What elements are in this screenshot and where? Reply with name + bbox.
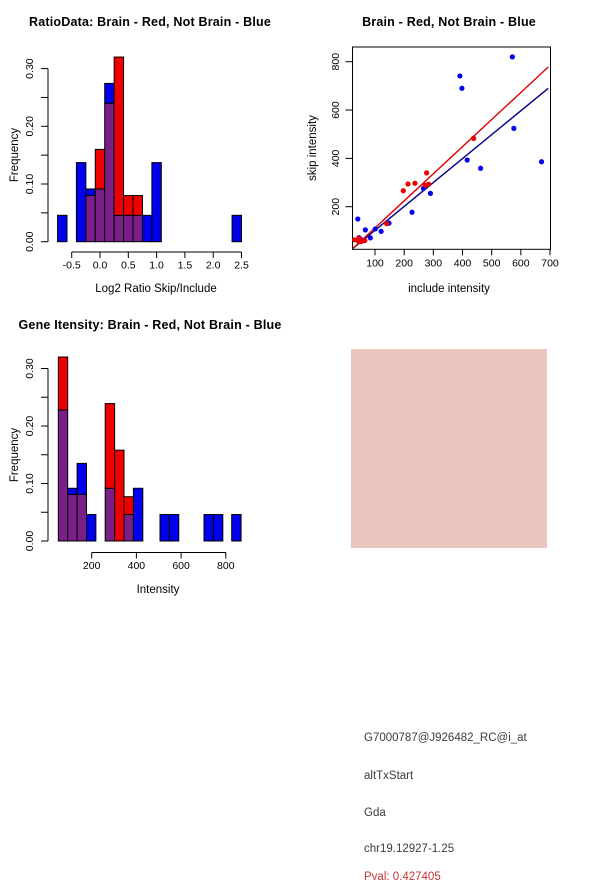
y-tick-label: 400	[329, 149, 342, 168]
hist-bar-segment	[105, 83, 114, 103]
scatter-title: Brain - Red, Not Brain - Blue	[362, 15, 536, 29]
notbrain-data-point	[465, 157, 470, 162]
x-tick-label: 600	[512, 257, 530, 270]
event-type-text: altTxStart	[364, 770, 414, 782]
hist-bar-segment	[115, 450, 124, 541]
hist-bar-segment	[232, 515, 241, 541]
hist-bar-segment	[124, 515, 133, 541]
x-tick-label: 200	[82, 559, 101, 572]
brain-data-point	[471, 136, 476, 141]
y-tick-label: 0.20	[23, 116, 36, 137]
y-tick-label: 0.10	[23, 473, 36, 494]
hist-bar-segment	[124, 215, 133, 241]
hist-bar-segment	[76, 163, 85, 242]
x-tick-label: 2.0	[205, 259, 221, 272]
hist-bar-segment	[58, 215, 67, 241]
hist-bar-segment	[95, 189, 104, 242]
y-tick-label: 0.20	[23, 415, 36, 437]
x-tick-label: 600	[172, 559, 190, 572]
scatter-xlabel: include intensity	[408, 283, 490, 295]
x-tick-label: 500	[482, 257, 501, 270]
x-tick-label: -0.5	[62, 259, 81, 272]
x-tick-label: 0.5	[120, 259, 136, 272]
y-tick-label: 0.30	[23, 58, 36, 79]
notbrain-data-point	[368, 235, 373, 240]
hist-bar-segment	[95, 149, 104, 189]
gene-symbol-text: Gda	[364, 807, 386, 819]
gene-hist-ylabel: Frequency	[9, 427, 21, 483]
notbrain-data-point	[428, 191, 433, 196]
hist-bar-segment	[77, 463, 86, 494]
brain-data-point	[426, 182, 431, 187]
ratio-hist-xlabel: Log2 Ratio Skip/Include	[95, 283, 217, 295]
brain-fit-line	[353, 67, 548, 248]
notbrain-data-point	[457, 73, 462, 78]
pval-text: Pval: 0.427405	[364, 871, 441, 883]
x-tick-label: 700	[541, 257, 559, 270]
hist-bar-segment	[58, 357, 67, 410]
y-tick-label: 200	[329, 197, 342, 216]
hist-bar-segment	[124, 196, 133, 216]
hist-bar-segment	[213, 515, 222, 541]
hist-bar-segment	[58, 410, 67, 541]
notbrain-data-point	[409, 210, 414, 215]
notbrain-fit-line	[353, 88, 548, 248]
notbrain-data-point	[355, 216, 360, 221]
brain-data-point	[401, 188, 406, 193]
scatter-ylabel: skip intensity	[307, 115, 319, 181]
y-tick-label: 0.00	[23, 231, 36, 252]
gene-hist-title: Gene Itensity: Brain - Red, Not Brain - Blue	[18, 318, 282, 332]
ratio-hist-ylabel: Frequency	[9, 127, 21, 183]
hist-bar-segment	[133, 215, 142, 241]
notbrain-data-point	[459, 86, 464, 91]
brain-data-point	[412, 181, 417, 186]
notbrain-data-point	[511, 126, 516, 131]
brain-data-point	[362, 238, 367, 243]
x-tick-label: 0.0	[92, 259, 108, 272]
hist-bar-segment	[169, 515, 178, 541]
hist-bar-segment	[160, 515, 169, 541]
x-tick-label: 100	[366, 257, 384, 270]
x-tick-label: 400	[453, 257, 472, 270]
y-tick-label: 0.10	[23, 173, 36, 195]
hist-bar-segment	[86, 189, 95, 196]
x-tick-label: 400	[127, 559, 146, 572]
hist-bar-segment	[204, 515, 213, 541]
x-tick-label: 200	[395, 257, 413, 270]
x-tick-label: 800	[217, 559, 235, 572]
notbrain-data-point	[379, 229, 384, 234]
hist-bar-segment	[114, 215, 123, 241]
notbrain-data-point	[510, 54, 515, 59]
hist-bar-segment	[114, 57, 123, 215]
probe-id-text: G7000787@J926482_RC@i_at	[364, 732, 527, 744]
ratio-hist-title: RatioData: Brain - Red, Not Brain - Blue	[28, 15, 272, 29]
brain-data-point	[384, 221, 389, 226]
plot-box	[353, 47, 551, 249]
brain-data-point	[356, 236, 361, 241]
hist-bar-segment	[77, 494, 86, 541]
locus-text: chr19.12927-1.25	[364, 843, 455, 855]
hist-bar-segment	[133, 196, 142, 216]
notbrain-data-point	[363, 227, 368, 232]
hist-bar-segment	[142, 215, 151, 241]
hist-bar-segment	[86, 515, 95, 541]
y-tick-label: 0.30	[23, 358, 36, 379]
x-tick-label: 300	[424, 257, 443, 270]
brain-data-point	[424, 170, 429, 175]
y-tick-label: 600	[329, 101, 342, 119]
hist-bar-segment	[152, 163, 161, 242]
hist-bar-segment	[124, 497, 133, 515]
brain-data-point	[405, 181, 410, 186]
hist-bar-segment	[133, 488, 142, 541]
notbrain-data-point	[478, 166, 483, 171]
notbrain-data-point	[539, 159, 544, 164]
x-tick-label: 1.5	[177, 259, 193, 272]
hist-bar-segment	[68, 494, 77, 541]
y-tick-label: 800	[329, 52, 342, 71]
x-tick-label: 1.0	[149, 259, 164, 272]
notbrain-data-point	[373, 226, 378, 231]
hist-bar-segment	[232, 215, 241, 241]
y-tick-label: 0.00	[23, 530, 36, 552]
x-tick-label: 2.5	[234, 259, 249, 272]
gene-hist-xlabel: Intensity	[136, 584, 180, 596]
hist-bar-segment	[105, 488, 114, 541]
hist-bar-segment	[105, 404, 114, 489]
gene-info-panel	[351, 349, 547, 883]
hist-bar-segment	[86, 196, 95, 242]
hist-bar-segment	[68, 488, 77, 494]
hist-bar-segment	[105, 103, 114, 241]
